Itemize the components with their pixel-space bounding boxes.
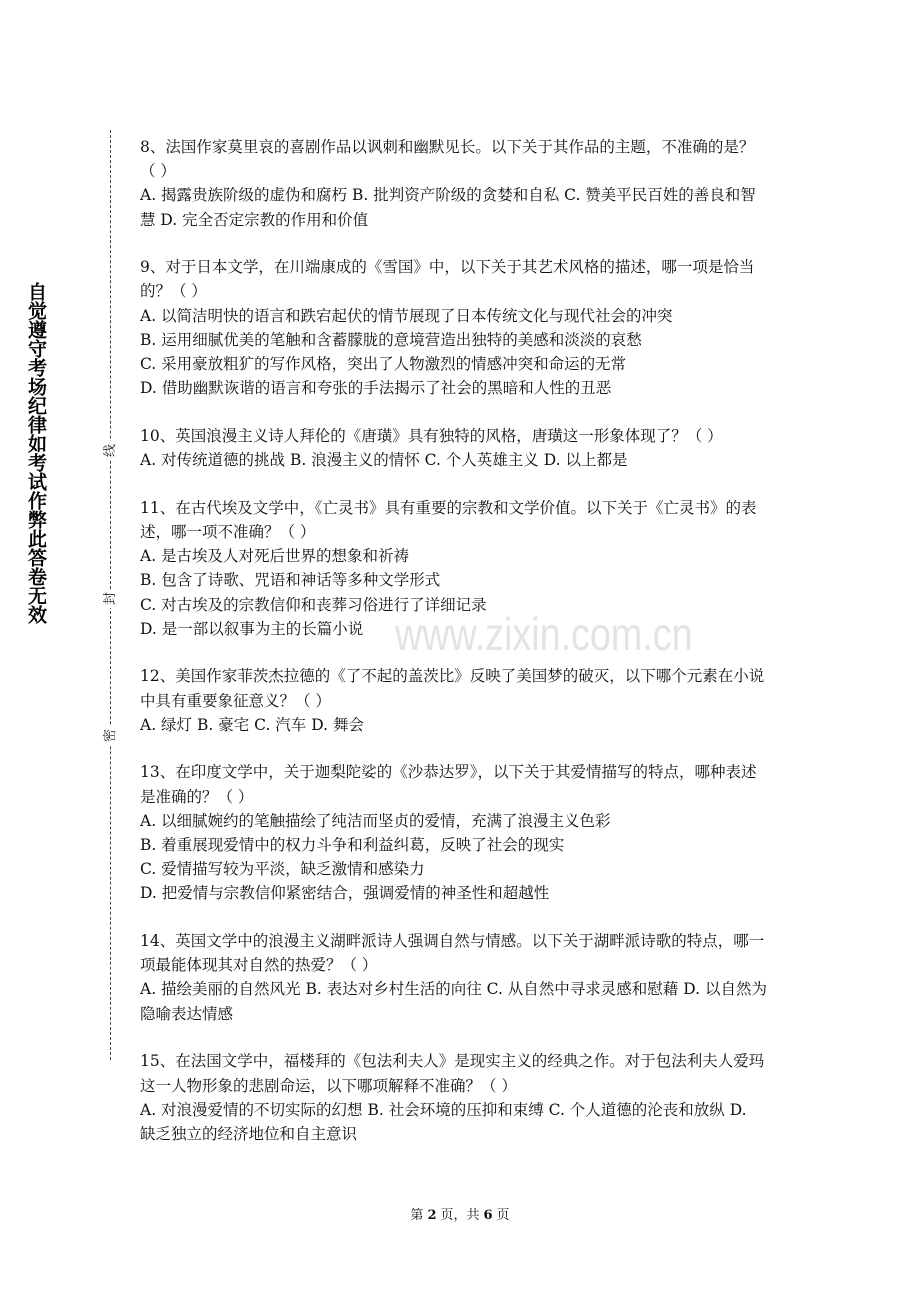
question-13	[140, 760, 800, 905]
question-stem-line: 是准确的？（ ）	[140, 787, 254, 806]
site-watermark: www.zixin.com.cn	[395, 608, 693, 660]
option-line: A. 以简洁明快的语言和跌宕起伏的情节展现了日本传统文化与现代社会的冲突	[140, 306, 673, 325]
question-stem-line: 的？（ ）	[140, 282, 207, 301]
option-line: 慧 D. 完全否定宗教的作用和价值	[140, 210, 369, 229]
page-label-prefix: 第	[410, 1208, 424, 1223]
question-14	[140, 929, 800, 1026]
option-line: C. 采用豪放粗犷的写作风格，突出了人物激烈的情感冲突和命运的无常	[140, 355, 627, 373]
question-stem-line: 中具有重要象征意义？（ ）	[140, 691, 331, 710]
option-line: D. 是一部以叙事为主的长篇小说	[140, 619, 364, 638]
question-8	[140, 135, 800, 232]
option-line: A. 绿灯 B. 豪宅 C. 汽车 D. 舞会	[140, 715, 364, 734]
option-line: C. 爱情描写较为平淡，缺乏激情和感染力	[140, 860, 425, 879]
binding-line-label-mi: 密	[101, 726, 120, 745]
option-line: A. 对传统道德的挑战 B. 浪漫主义的情怀 C. 个人英雄主义 D. 以上都是	[140, 451, 628, 470]
exam-discipline-notice: 自觉遵守考场纪律如考试作弊此答卷无效	[25, 282, 47, 624]
question-stem-line: 这一人物形象的悲剧命运，以下哪项解释不准确？（ ）	[140, 1076, 517, 1095]
binding-line-label-xian: 线	[101, 441, 120, 460]
question-9	[140, 255, 800, 400]
option-line: A. 是古埃及人对死后世界的想象和祈祷	[140, 547, 410, 566]
question-stem-line: 11、在古代埃及文学中，《亡灵书》具有重要的宗教和文学价值。以下关于《亡灵书》的表	[140, 498, 757, 517]
option-line: B. 包含了诗歌、咒语和神话等多种文学形式	[140, 571, 441, 590]
question-12	[140, 664, 800, 737]
current-page-number: 2	[427, 1208, 437, 1223]
option-line: D. 把爱情与宗教信仰紧密结合，强调爱情的神圣性和超越性	[140, 884, 550, 903]
option-line: A. 对浪漫爱情的不切实际的幻想 B. 社会环境的压抑和束缚 C. 个人道德的沦丧和放纵 D.	[140, 1100, 747, 1119]
option-line: A. 揭露贵族阶级的虚伪和腐朽 B. 批判资产阶级的贪婪和自私 C. 赞美平民百姓的善良和智	[140, 186, 756, 205]
question-stem-line: 15、在法国文学中，福楼拜的《包法利夫人》是现实主义的经典之作。对于包法利夫人爱玛	[140, 1052, 765, 1071]
option-line: 缺乏独立的经济地位和自主意识	[140, 1124, 358, 1143]
page-label-middle: 页，共	[440, 1208, 480, 1223]
total-pages-number: 6	[483, 1208, 493, 1223]
question-stem-line: 述，哪一项不准确？（ ）	[140, 522, 316, 541]
option-line: 隐喻表达情感	[140, 1004, 234, 1023]
option-line: B. 运用细腻优美的笔触和含蓄朦胧的意境营造出独特的美感和淡淡的哀愁	[140, 330, 642, 349]
question-stem-line: 14、英国文学中的浪漫主义湖畔派诗人强调自然与情感。以下关于湖畔派诗歌的特点，哪一	[140, 932, 765, 951]
option-line: B. 着重展现爱情中的权力斗争和利益纠葛，反映了社会的现实	[140, 836, 565, 854]
question-15	[140, 1049, 800, 1146]
question-stem-line: 9、对于日本文学，在川端康成的《雪国》中，以下关于其艺术风格的描述，哪一项是恰当	[140, 258, 755, 277]
page-footer	[0, 1206, 920, 1226]
page-label-suffix: 页	[496, 1208, 510, 1223]
questions-area	[140, 135, 800, 1170]
question-stem-line: 13、在印度文学中，关于迦梨陀娑的《沙恭达罗》，以下关于其爱情描写的特点，哪种表述	[140, 763, 757, 782]
question-stem-line: （ ）	[140, 162, 176, 181]
option-line: C. 对古埃及的宗教信仰和丧葬习俗进行了详细记录	[140, 595, 487, 614]
question-stem-line: 12、美国作家菲茨杰拉德的《了不起的盖茨比》反映了美国梦的破灭，以下哪个元素在小说	[140, 667, 765, 686]
question-stem-line: 项最能体现其对自然的热爱？（ ）	[140, 956, 378, 975]
option-line: A. 描绘美丽的自然风光 B. 表达对乡村生活的向往 C. 从自然中寻求灵感和慰藉 D. 以自然为	[140, 980, 767, 999]
question-11	[140, 496, 800, 641]
option-line: D. 借助幽默诙谐的语言和夸张的手法揭示了社会的黑暗和人性的丑恶	[140, 379, 612, 398]
question-stem-line: 10、英国浪漫主义诗人拜伦的《唐璜》具有独特的风格，唐璜这一形象体现了？（ ）	[140, 426, 723, 445]
binding-line-label-feng: 封	[101, 589, 120, 608]
option-line: A. 以细腻婉约的笔触描绘了纯洁而坚贞的爱情，充满了浪漫主义色彩	[140, 811, 611, 830]
question-10	[140, 424, 800, 472]
question-stem-line: 8、法国作家莫里哀的喜剧作品以讽刺和幽默见长。以下关于其作品的主题，不准确的是？	[140, 138, 755, 156]
